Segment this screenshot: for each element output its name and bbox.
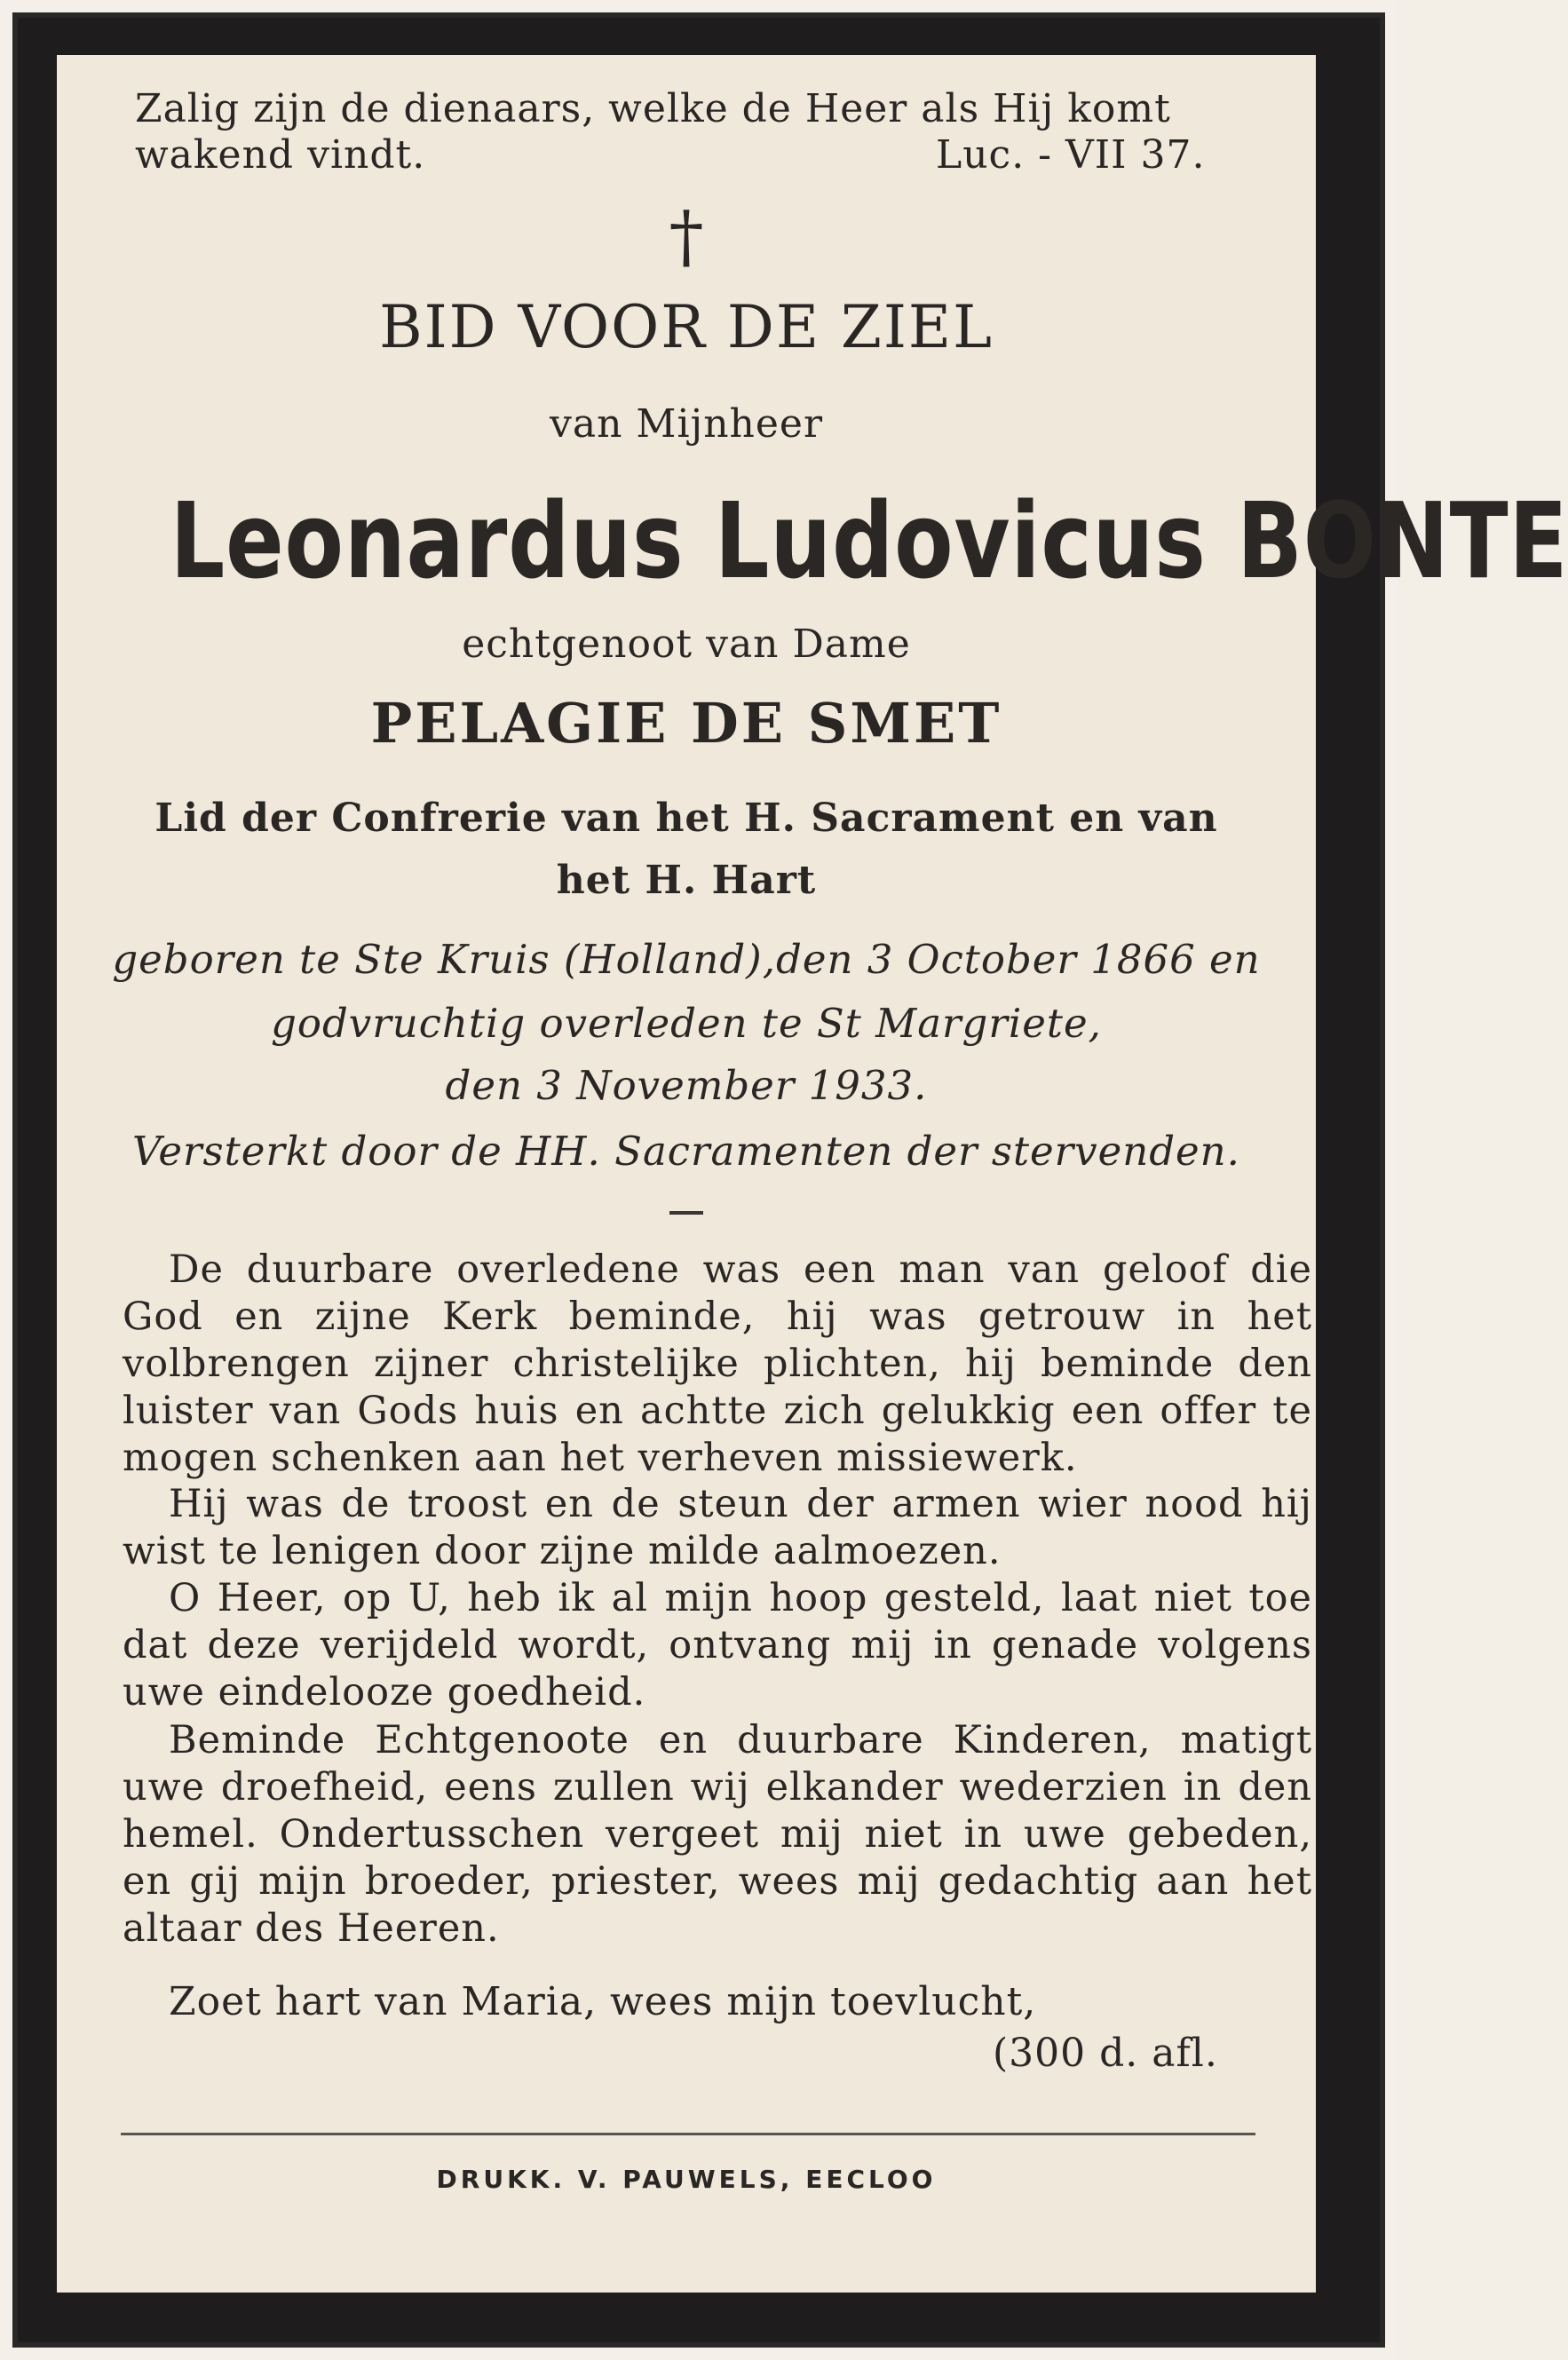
indulgence-note: (300 d. afl. — [993, 2031, 1218, 2076]
closing-prayer: Zoet hart van Maria, wees mijn toevlucht, — [169, 1979, 1037, 2024]
spouse-name: PELAGIE DE SMET — [370, 691, 1002, 756]
cross-icon: † — [669, 197, 704, 277]
epigraph-line-2: wakend vindt. — [135, 132, 426, 178]
title-prefix: van Mijnheer — [550, 401, 823, 447]
sacraments-line: Versterkt door de HH. Sacramenten der stervenden. — [132, 1128, 1240, 1175]
birth-line: geboren te Ste Kruis (Holland),den 3 October 1866 en — [112, 936, 1261, 983]
heading: BID VOOR DE ZIEL — [379, 293, 994, 361]
paragraph-charity: Hij was de troost en de steun der armen wier nood hij wist te lenigen door zijne milde aalmoezen. — [123, 1482, 1312, 1573]
paragraph-prayer: O Heer, op U, heb ik al mijn hoop gesteld, laat niet toe dat deze verijdeld wordt, ontvang mij in genade volgens uwe eindelooze goedheid. — [123, 1576, 1312, 1715]
paragraph-faith: De duurbare overledene was een man van geloof die God en zijne Kerk beminde, hij was getrouw in het volbrengen zijner christelijke plichten, hij beminde den luister van Gods huis en achtte zich gelukkig een offer te mogen schenken aan het verheven missiewerk. — [123, 1247, 1312, 1480]
separator-dash — [669, 1211, 703, 1215]
deceased-name: Leonardus Ludovicus BONTE — [170, 479, 1568, 602]
epigraph-line-1: Zalig zijn de dienaars, welke de Heer als Hij komt — [135, 86, 1171, 131]
confraternity-line-2: het H. Hart — [556, 858, 817, 903]
confraternity-line-1: Lid der Confrerie van het H. Sacrament en van — [154, 796, 1218, 841]
spouse-intro: echtgenoot van Dame — [462, 622, 911, 667]
footer-rule — [121, 2133, 1255, 2135]
printer-imprint: DRUKK. V. PAUWELS, EECLOO — [436, 2165, 937, 2194]
paragraph-family: Beminde Echtgenoote en duurbare Kinderen, matigt uwe droefheid, eens zullen wij elkander wederzien in den hemel. Ondertusschen vergeet mij niet in uwe gebeden, en gij mijn broeder, priester, wees mij gedachtig aan het altaar des Heeren. — [123, 1718, 1312, 1951]
death-line: godvruchtig overleden te St Margriete, — [271, 1000, 1102, 1047]
epigraph-reference: Luc. - VII 37. — [936, 132, 1206, 178]
death-date-line: den 3 November 1933. — [445, 1062, 928, 1109]
card-paper — [57, 55, 1568, 2293]
